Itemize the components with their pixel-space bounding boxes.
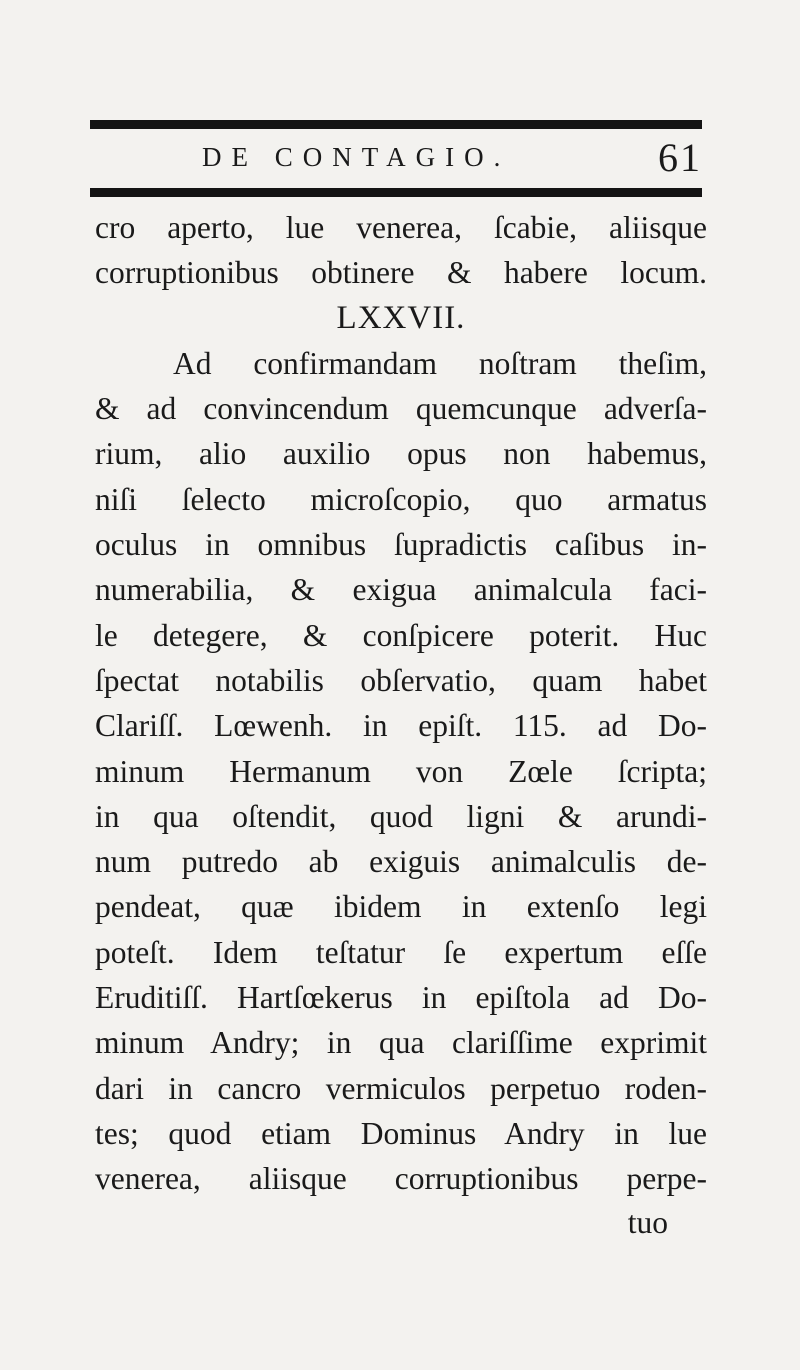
- text-line: minum Andry; in qua clariſſime exprimit: [95, 1025, 707, 1061]
- text-line: pendeat, quæ ibidem in extenſo legi: [95, 889, 707, 925]
- text-line: ſpectat notabilis obſervatio, quam habet: [95, 662, 707, 698]
- text-line: Clariſſ. Lœwenh. in epiſt. 115. ad Do-: [95, 708, 707, 744]
- text-line: Ad confirmandam noſtram theſim,: [173, 345, 707, 381]
- running-title: DE CONTAGIO.: [202, 142, 511, 172]
- text-line: venerea, aliisque corruptionibus perpe-: [95, 1161, 707, 1197]
- text-line: oculus in omnibus ſupradictis caſibus in-: [95, 527, 707, 563]
- text-line: in qua oſtendit, quod ligni & arundi-: [95, 798, 707, 834]
- text-line: dari in cancro vermiculos perpetuo roden-: [95, 1070, 707, 1106]
- section-heading: LXXVII.: [336, 299, 466, 336]
- text-line: num putredo ab exiguis animalculis de-: [95, 844, 707, 880]
- text-line: & ad convincendum quemcunque adverſa-: [95, 391, 707, 427]
- text-line: numerabilia, & exigua animalcula faci-: [95, 572, 707, 608]
- text-line: niſi ſelecto microſcopio, quo armatus: [95, 481, 707, 517]
- text-line: minum Hermanum von Zœle ſcripta;: [95, 753, 707, 789]
- text-line: poteſt. Idem teſtatur ſe expertum eſſe: [95, 934, 707, 970]
- catchword: tuo: [627, 1205, 668, 1240]
- text-line: cro aperto, lue venerea, ſcabie, aliisque: [95, 210, 707, 245]
- text-line: tes; quod etiam Dominus Andry in lue: [95, 1115, 707, 1151]
- header-rule-top: [90, 120, 702, 129]
- text-line: le detegere, & conſpicere poterit. Huc: [95, 617, 707, 653]
- text-line: corruptionibus obtinere & habere locum.: [95, 255, 707, 291]
- header-rule-bottom: [90, 188, 702, 197]
- body-text: [95, 205, 707, 1202]
- text-line: rium, alio auxilio opus non habemus,: [95, 436, 707, 472]
- page-number: 61: [658, 135, 702, 180]
- text-line: Eruditiſſ. Hartſœkerus in epiſtola ad Do-: [95, 980, 707, 1016]
- running-head: [90, 135, 702, 182]
